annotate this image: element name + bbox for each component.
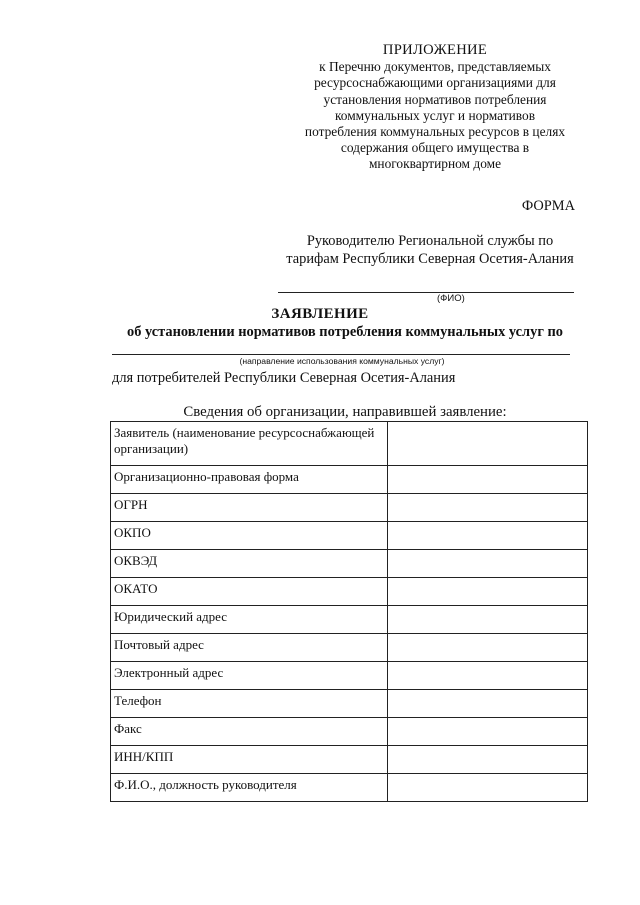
table-row xyxy=(111,466,588,494)
appendix-line: многоквартирном доме xyxy=(368,156,502,172)
appendix-title: ПРИЛОЖЕНИЕ xyxy=(382,42,488,58)
table-row xyxy=(111,422,588,466)
row-value-email[interactable] xyxy=(387,662,587,690)
table-row xyxy=(111,494,588,522)
table-row xyxy=(111,718,588,746)
row-label-inn-kpp: ИНН/КПП xyxy=(111,746,388,774)
appendix-line: содержания общего имущества в xyxy=(340,140,530,156)
row-label-postal-address: Почтовый адрес xyxy=(111,634,388,662)
row-value-postal-address[interactable] xyxy=(387,634,587,662)
addressee-block xyxy=(265,232,595,268)
row-label-okato: ОКАТО xyxy=(111,578,388,606)
table-row xyxy=(111,662,588,690)
row-value-legal-form[interactable] xyxy=(387,466,587,494)
fio-blank-line[interactable] xyxy=(278,292,574,293)
table-row xyxy=(111,634,588,662)
row-value-okato[interactable] xyxy=(387,578,587,606)
appendix-line: потребления коммунальных ресурсов в целях xyxy=(304,124,566,140)
organization-info-table xyxy=(110,421,588,802)
row-label-legal-form: Организационно-правовая форма xyxy=(111,466,388,494)
row-label-okved: ОКВЭД xyxy=(111,550,388,578)
document-title: ЗАЯВЛЕНИЕ xyxy=(271,306,369,322)
addressee-line-1: Руководителю Региональной службы по xyxy=(306,233,554,249)
table-row xyxy=(111,578,588,606)
table-row xyxy=(111,774,588,802)
row-value-applicant[interactable] xyxy=(387,422,587,466)
form-label: ФОРМА xyxy=(521,198,575,214)
direction-caption: (направление использования коммунальных услуг) xyxy=(239,356,445,366)
appendix-line: к Перечню документов, представляемых xyxy=(319,59,551,75)
row-label-legal-address: Юридический адрес xyxy=(111,606,388,634)
row-label-phone: Телефон xyxy=(111,690,388,718)
table-caption: Сведения об организации, направившей заявление: xyxy=(183,404,507,420)
table-row xyxy=(111,606,588,634)
row-value-legal-address[interactable] xyxy=(387,606,587,634)
row-label-okpo: ОКПО xyxy=(111,522,388,550)
row-value-phone[interactable] xyxy=(387,690,587,718)
row-value-okpo[interactable] xyxy=(387,522,587,550)
addressee-line-2: тарифам Республики Северная Осетия-Алания xyxy=(286,251,574,267)
table-row xyxy=(111,522,588,550)
row-value-okved[interactable] xyxy=(387,550,587,578)
direction-blank-line[interactable] xyxy=(112,354,570,355)
appendix-line: установления нормативов потребления xyxy=(323,91,547,107)
table-row xyxy=(111,550,588,578)
row-label-applicant: Заявитель (наименование ресурсоснабжающей организации) xyxy=(111,422,388,466)
appendix-line: коммунальных услуг и нормативов xyxy=(334,107,536,123)
appendix-line: ресурсоснабжающими организациями для xyxy=(314,75,556,91)
row-label-ogrn: ОГРН xyxy=(111,494,388,522)
document-subtitle: об установлении нормативов потребления коммунальных услуг по xyxy=(127,324,563,340)
row-label-email: Электронный адрес xyxy=(111,662,388,690)
appendix-block xyxy=(270,42,600,173)
row-value-ogrn[interactable] xyxy=(387,494,587,522)
row-label-fax: Факс xyxy=(111,718,388,746)
row-value-director[interactable] xyxy=(387,774,587,802)
table-row xyxy=(111,746,588,774)
row-value-fax[interactable] xyxy=(387,718,587,746)
fio-caption: (ФИО) xyxy=(437,293,465,304)
row-value-inn-kpp[interactable] xyxy=(387,746,587,774)
consumers-text: для потребителей Республики Северная Осетия-Алания xyxy=(112,370,456,386)
row-label-director: Ф.И.О., должность руководителя xyxy=(111,774,388,802)
table-row xyxy=(111,690,588,718)
